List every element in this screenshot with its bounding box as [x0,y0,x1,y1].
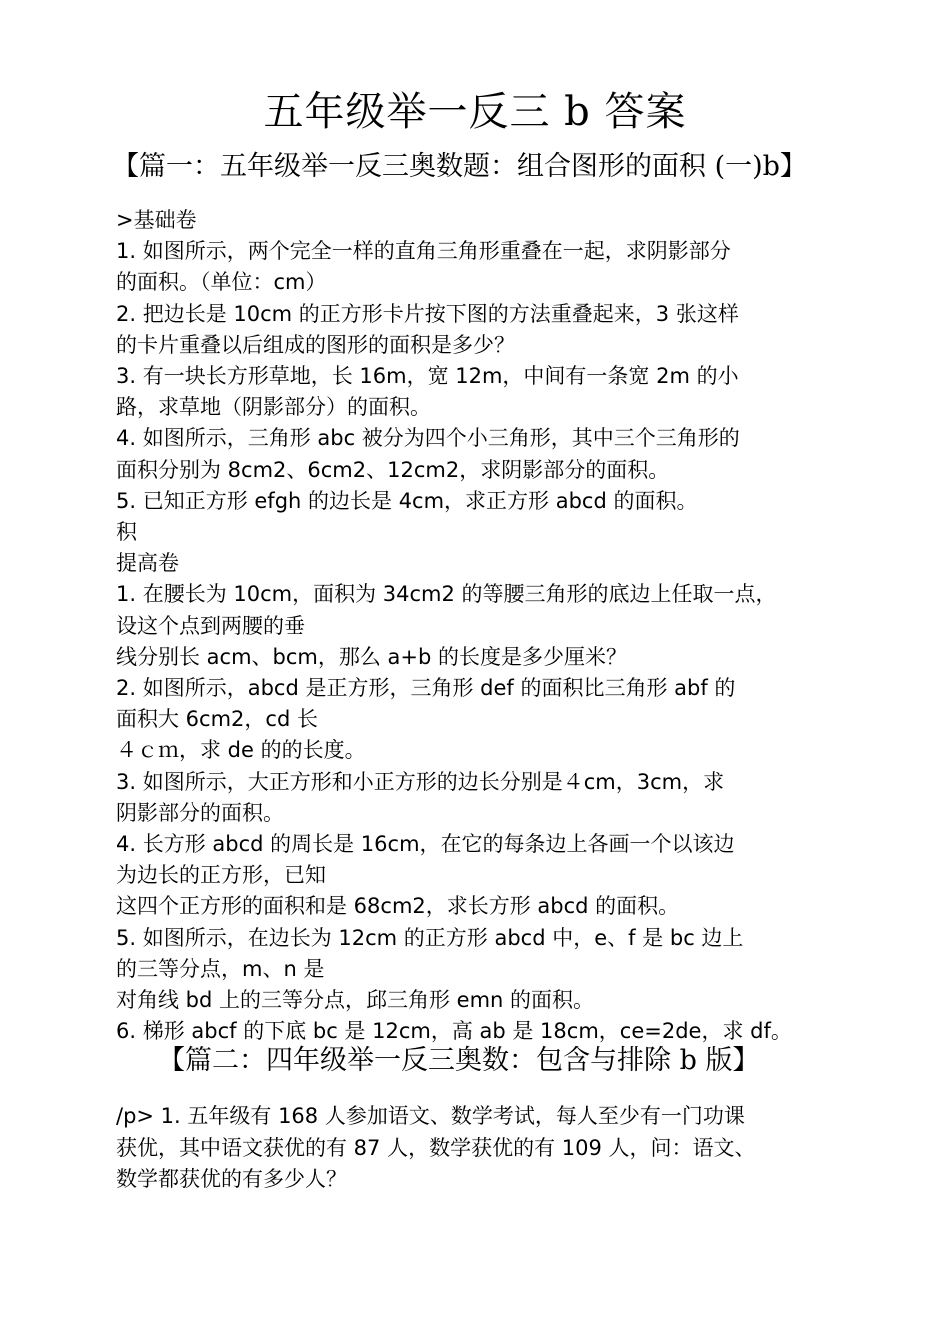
text-line: 6. 梯形 abcf 的下底 bc 是 12cm，高 ab 是 18cm，ce=2de，求 df。 [116,1019,792,1044]
text-line: 为边长的正方形，已知 [116,863,326,888]
text-line: 3. 如图所示，大正方形和小正方形的边长分别是４cm，3cm，求 [116,769,725,794]
text-line: >基础卷 [116,208,197,232]
text-line: ４ｃｍ，求 de 的的长度。 [116,738,366,763]
text-line: 3. 有一块长方形草地，长 16m，宽 12m，中间有一条宽 2m 的小 [116,364,739,388]
text-line: 面积分别为 8cm2、6cm2、12cm2，求阴影部分的面积。 [116,457,670,482]
text-line: 1. 如图所示，两个完全一样的直角三角形重叠在一起，求阴影部分 [116,239,731,264]
text-line: 对角线 bd 上的三等分点，邱三角形 emn 的面积。 [116,988,595,1012]
text-line: 获优，其中语文获优的有 87 人，数学获优的有 109 人，问：语文、 [116,1135,756,1160]
text-line: 4. 长方形 abcd 的周长是 16cm，在它的每条边上各画一个以该边 [116,832,735,856]
text-line: 2. 把边长是 10cm 的正方形卡片按下图的方法重叠起来，3 张这样 [116,301,739,326]
text-line: 提高卷 [116,551,179,576]
text-line: 5. 已知正方形 efgh 的边长是 4cm，求正方形 abcd 的面积。 [116,488,698,513]
text-line: 的卡片重叠以后组成的图形的面积是多少？ [116,332,515,357]
text-line: 面积大 6cm2，cd 长 [116,707,318,732]
text-line: 路，求草地（阴影部分）的面积。 [116,395,431,420]
text-line: /p> 1. 五年级有 168 人参加语文、数学考试，每人至少有一门功课 [116,1104,745,1128]
section-1-heading: 【篇一：五年级举一反三奥数题：组合图形的面积 (一)b】 [112,151,807,182]
text-line: 的三等分点，m、n 是 [116,956,325,981]
text-line: 线分别长 acm、bcm，那么 a+b 的长度是多少厘米？ [116,644,628,669]
text-line: 的面积。（单位：cm） [116,270,327,295]
text-line: 2. 如图所示，abcd 是正方形，三角形 def 的面积比三角形 abf 的 [116,676,736,700]
text-line: 阴影部分的面积。 [116,800,284,825]
document-title: 五年级举一反三 b 答案 [263,89,687,135]
text-line: 数学都获优的有多少人？ [116,1167,347,1191]
section-2-heading: 【篇二：四年级举一反三奥数：包含与排除 b 版】 [158,1045,760,1076]
text-line: 4. 如图所示，三角形 abc 被分为四个小三角形，其中三个三角形的 [116,426,740,451]
text-line: 积 [116,520,137,544]
text-line: 5. 如图所示，在边长为 12cm 的正方形 abcd 中，e、f 是 bc 边上 [116,925,744,950]
text-line: 这四个正方形的面积和是 68cm2，求长方形 abcd 的面积。 [116,894,680,919]
text-line: 设这个点到两腰的垂 [116,613,305,638]
text-line: 1. 在腰长为 10cm，面积为 34cm2 的等腰三角形的底边上任取一点， [116,582,777,607]
